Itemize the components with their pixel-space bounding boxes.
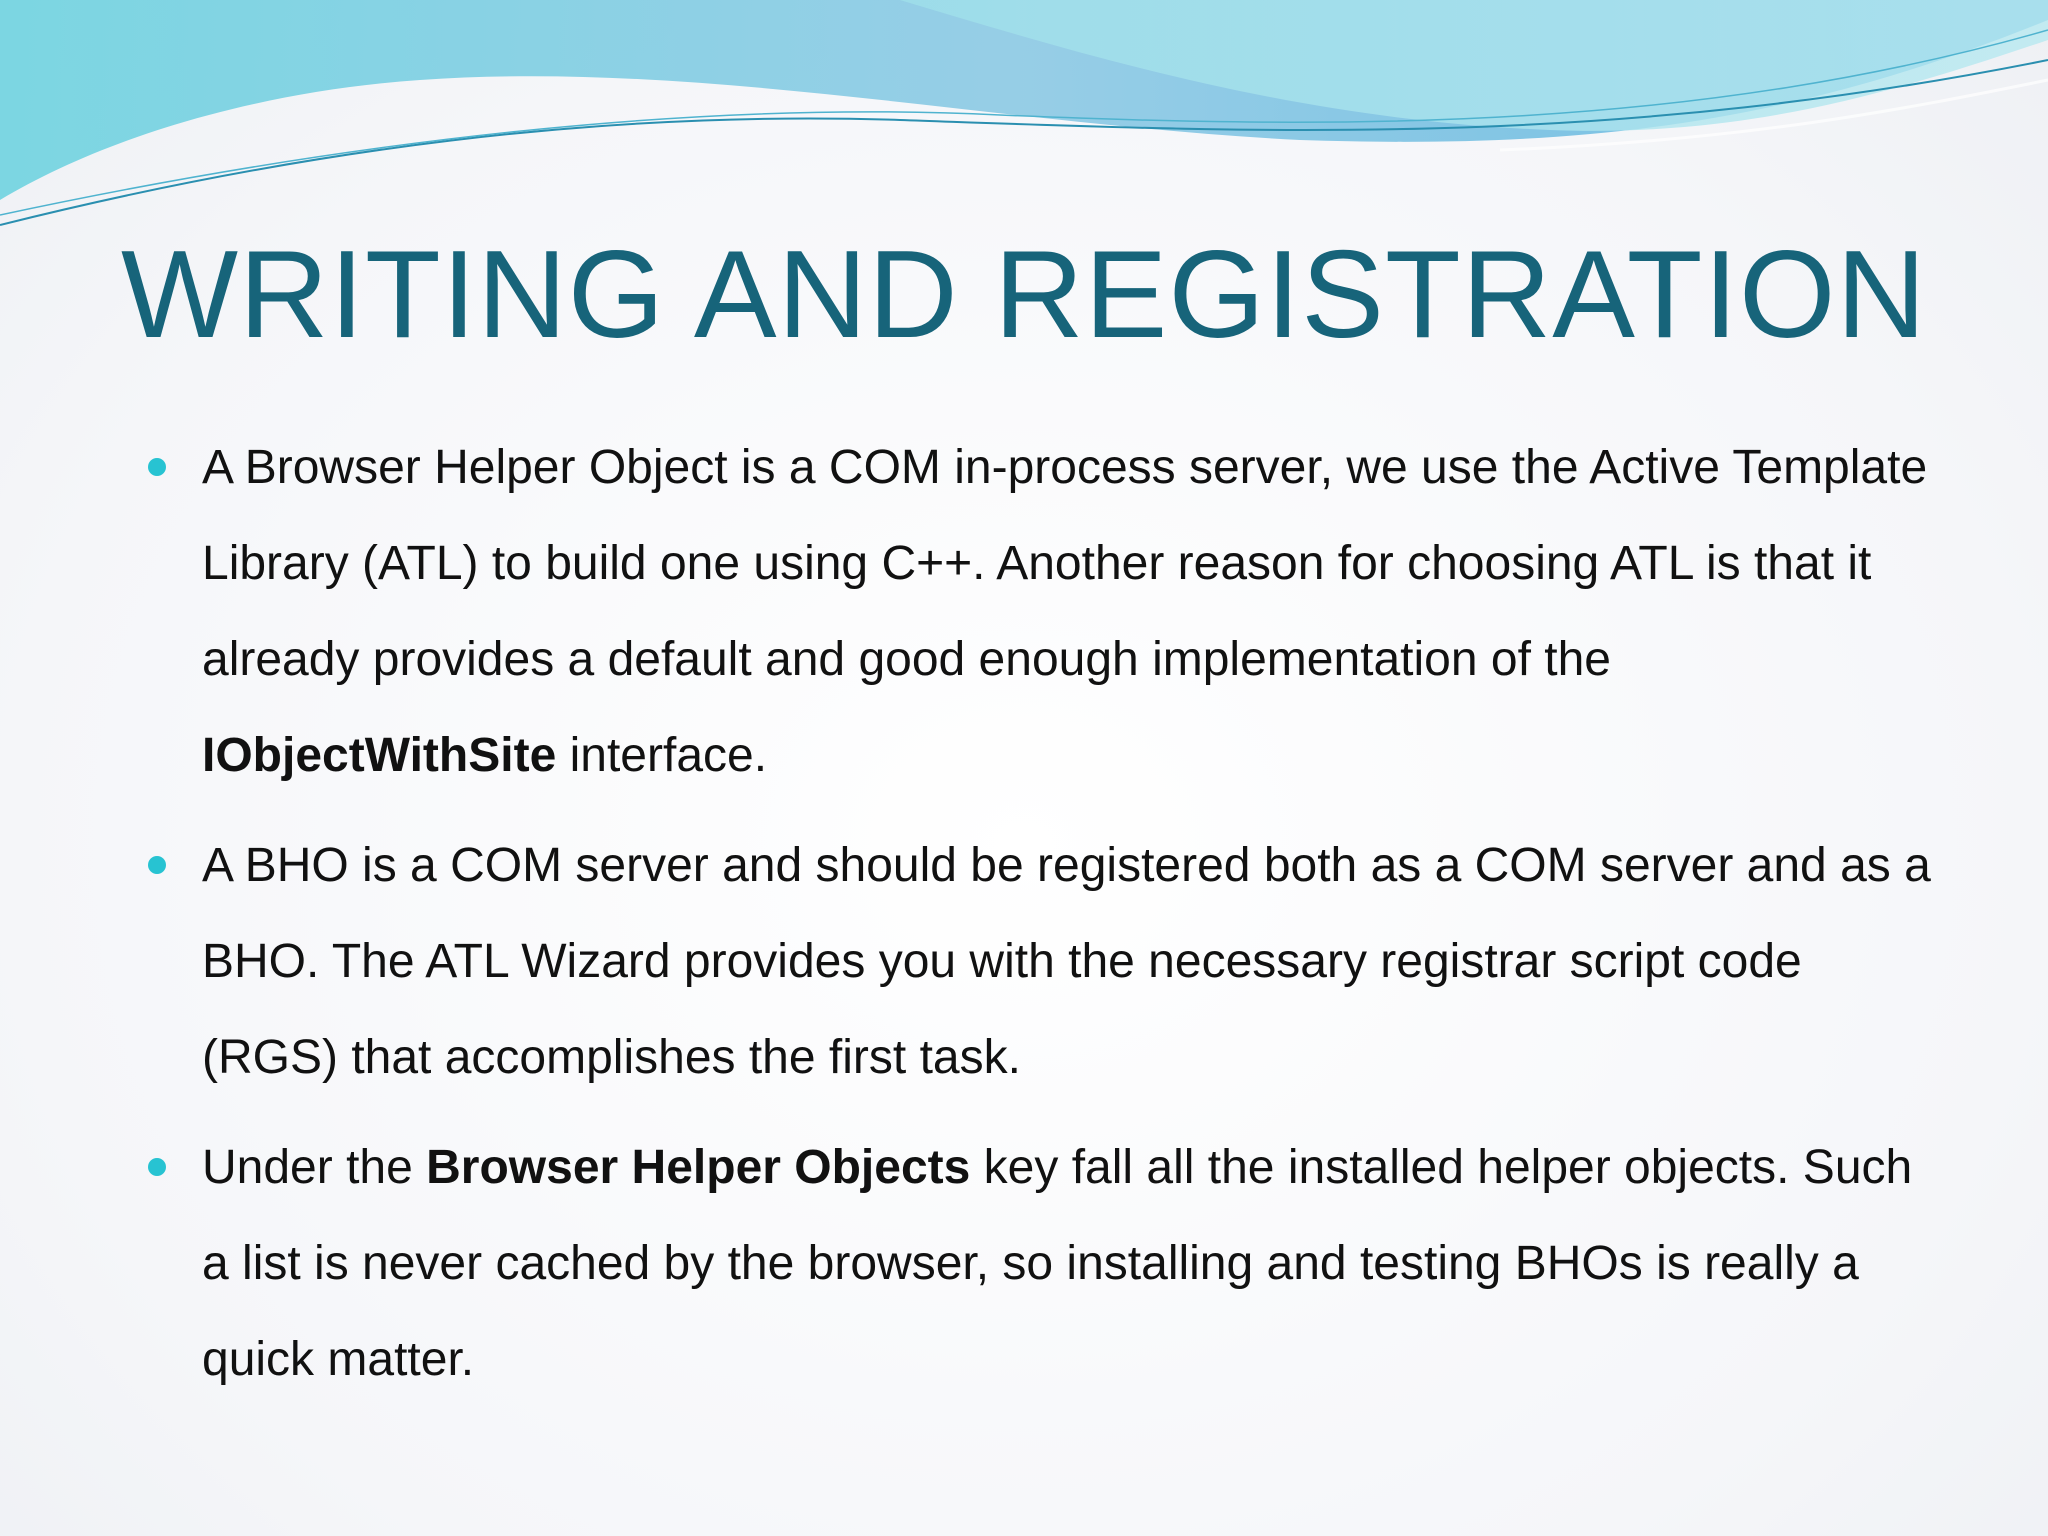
bullet-item bbox=[140, 818, 1940, 1106]
bullet-item bbox=[140, 420, 1940, 804]
bullet-bold-term: IObjectWithSite bbox=[202, 729, 557, 782]
bullet-text: interface. bbox=[556, 729, 768, 782]
bullet-text: key fall all the installed helper objects. Such a list is never cached by the browser, so installing and testing BHOs is really a quick matter. bbox=[202, 1141, 1913, 1386]
slide-title: WRITING AND REGISTRATION bbox=[121, 226, 1927, 364]
bullet-list bbox=[140, 420, 1940, 1422]
bullet-text: A Browser Helper Object is a COM in-process server, we use the Active Template Library (ATL) to build one using C++. Another reason for choosing ATL is that it already provides a default and good enough implementation of the bbox=[202, 441, 1928, 686]
bullet-item bbox=[140, 1120, 1940, 1408]
header-wave-decoration bbox=[0, 0, 2048, 240]
bullet-dot-icon bbox=[148, 1158, 166, 1176]
bullet-text: Under the bbox=[202, 1141, 427, 1194]
bullet-dot-icon bbox=[148, 458, 166, 476]
bullet-bold-term: Browser Helper Objects bbox=[426, 1141, 971, 1194]
bullet-dot-icon bbox=[148, 856, 166, 874]
bullet-text: A BHO is a COM server and should be registered both as a COM server and as a BHO. The ATL Wizard provides you with the necessary registrar script code (RGS) that accomplishes the first task. bbox=[202, 839, 1931, 1084]
